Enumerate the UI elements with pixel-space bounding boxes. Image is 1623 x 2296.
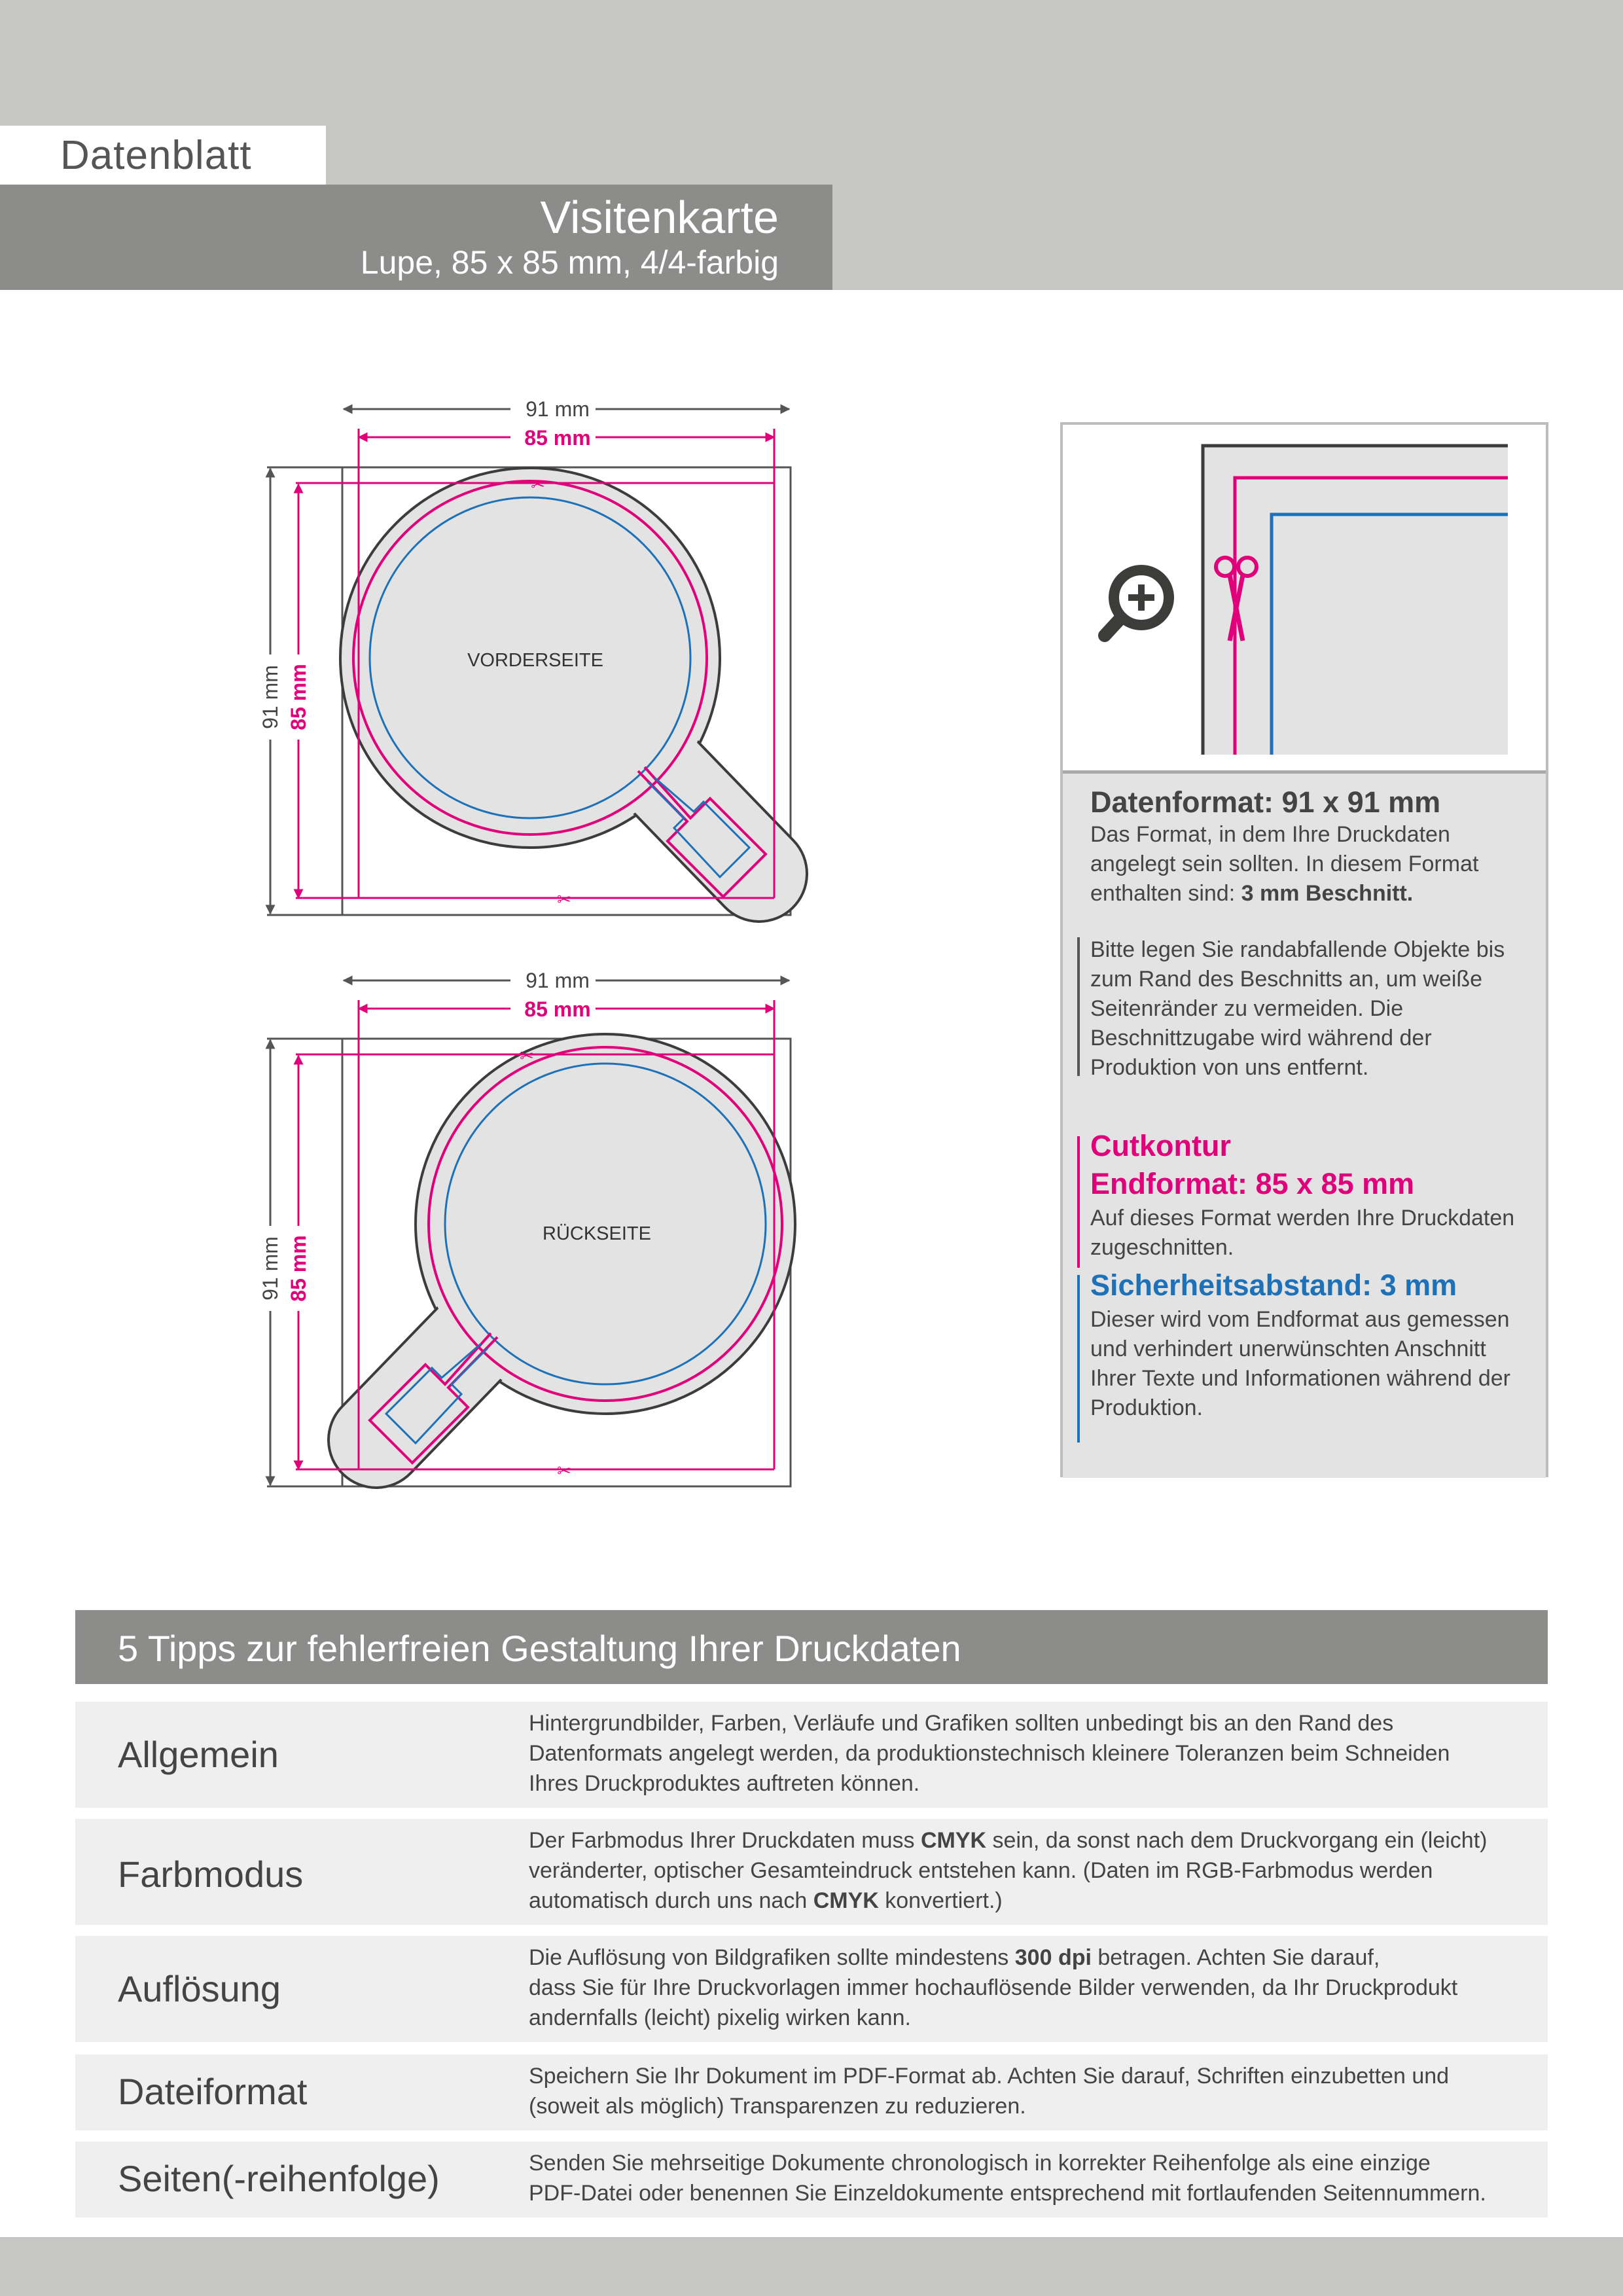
front-scissors-top-icon: ✂ bbox=[531, 475, 545, 494]
legend-panel bbox=[1060, 422, 1548, 1477]
back-side-label: RÜCKSEITE bbox=[543, 1223, 651, 1244]
tip-title: Farbmodus bbox=[118, 1854, 304, 1895]
tip-row bbox=[75, 1936, 1548, 2042]
bleed-note-bar bbox=[1077, 937, 1080, 1076]
footer-band bbox=[0, 2237, 1623, 2296]
back-scissors-top-icon: ✂ bbox=[520, 1046, 534, 1066]
tip-title: Dateiformat bbox=[118, 2071, 308, 2112]
safe-title: Sicherheitsabstand: 3 mm bbox=[1090, 1268, 1457, 1302]
back-diagram bbox=[258, 966, 795, 1486]
cut-text: Auf dieses Format werden Ihre Druckdaten zugeschnitten. bbox=[1090, 1206, 1515, 1260]
tips-heading: 5 Tipps zur fehlerfreien Gestaltung Ihrer Druckdaten bbox=[118, 1628, 961, 1669]
front-scissors-bottom-icon: ✂ bbox=[557, 889, 571, 909]
cut-bar bbox=[1077, 1136, 1080, 1268]
tip-row bbox=[75, 1819, 1548, 1925]
tip-text: Die Auflösung von Bildgrafiken sollte mindestens 300 dpi betragen. Achten Sie darauf, dass Sie für Ihre Druckvorlagen immer hochauflösende Bilder verwenden, da Ihr Druckprodukt andernfalls (leicht) pixelig wirken kann. bbox=[529, 1945, 1458, 2030]
cut-title: Cutkontur bbox=[1090, 1129, 1231, 1162]
tip-title: Auflösung bbox=[118, 1968, 281, 2009]
back-magnifier-shape bbox=[370, 1034, 795, 1463]
corner-zoom-illustration bbox=[1063, 425, 1546, 768]
front-height-outer: 91 mm bbox=[259, 665, 282, 729]
legend-text-area bbox=[1063, 770, 1546, 1478]
bleed-note: Bitte legen Sie randabfallende Objekte bis zum Rand des Beschnitts an, um weiße Seitenränder zu vermeiden. Die Beschnittzugabe wird während der Produktion von uns entfernt. bbox=[1090, 937, 1505, 1080]
page-subtitle: Lupe, 85 x 85 mm, 4/4-farbig bbox=[360, 244, 779, 281]
cut-title-format: Endformat: 85 x 85 mm bbox=[1090, 1167, 1415, 1200]
front-magnifier-shape bbox=[340, 468, 766, 897]
back-height-inner: 85 mm bbox=[287, 1235, 310, 1302]
tip-text: Senden Sie mehrseitige Dokumente chronologisch in korrekter Reihenfolge als eine einzige PDF-Datei oder benennen Sie Einzeldokumente entsprechend mit fortlaufenden Seitennummern. bbox=[529, 2151, 1486, 2206]
front-diagram bbox=[258, 395, 791, 915]
front-height-inner: 85 mm bbox=[287, 664, 310, 730]
back-scissors-bottom-icon: ✂ bbox=[557, 1461, 571, 1480]
tip-row bbox=[75, 2142, 1548, 2217]
front-side-label: VORDERSEITE bbox=[467, 650, 603, 671]
tip-text: Speichern Sie Ihr Dokument im PDF-Format ab. Achten Sie darauf, Schriften einzubetten und (soweit als möglich) Transparenzen zu reduzieren. bbox=[529, 2064, 1450, 2119]
tip-row bbox=[75, 1702, 1548, 1808]
front-width-inner: 85 mm bbox=[524, 426, 591, 450]
back-width-inner: 85 mm bbox=[524, 997, 591, 1021]
tip-title: Allgemein bbox=[118, 1734, 279, 1775]
front-width-outer: 91 mm bbox=[526, 397, 590, 421]
tip-text: Hintergrundbilder, Farben, Verläufe und Grafiken sollten unbedingt bis an den Rand des Datenformats angelegt werden, da produktionstechnisch kleinere Toleranzen beim Schneiden Ihres Druckproduktes auftreten können. bbox=[529, 1711, 1450, 1796]
back-width-outer: 91 mm bbox=[526, 969, 590, 992]
tip-row bbox=[75, 2054, 1548, 2130]
page-title: Visitenkarte bbox=[540, 192, 779, 243]
back-height-outer: 91 mm bbox=[259, 1236, 282, 1300]
datenformat-text: Das Format, in dem Ihre Druckdaten angelegt sein sollten. In diesem Format enthalten sind: 3 mm Beschnitt. bbox=[1090, 822, 1479, 906]
tip-title: Seiten(-reihenfolge) bbox=[118, 2158, 440, 2199]
zoom-plus-icon bbox=[1105, 570, 1169, 636]
datenformat-title: Datenformat: 91 x 91 mm bbox=[1090, 785, 1441, 819]
datasheet-label-text: Datenblatt bbox=[60, 133, 252, 178]
tips-heading-bar bbox=[75, 1610, 1548, 1684]
safe-bar bbox=[1077, 1275, 1080, 1443]
safe-text: Dieser wird vom Endformat aus gemessen und verhindert unerwünschten Anschnitt Ihrer Texte und Informationen während der Produktion. bbox=[1090, 1307, 1510, 1420]
tip-text: Der Farbmodus Ihrer Druckdaten muss CMYK sein, da sonst nach dem Druckvorgang ein (leicht) veränderter, optischer Gesamteindruck entstehen kann. (Daten im RGB-Farbmodus werden automatisch durch uns nach CMYK konvertiert.) bbox=[529, 1828, 1488, 1913]
